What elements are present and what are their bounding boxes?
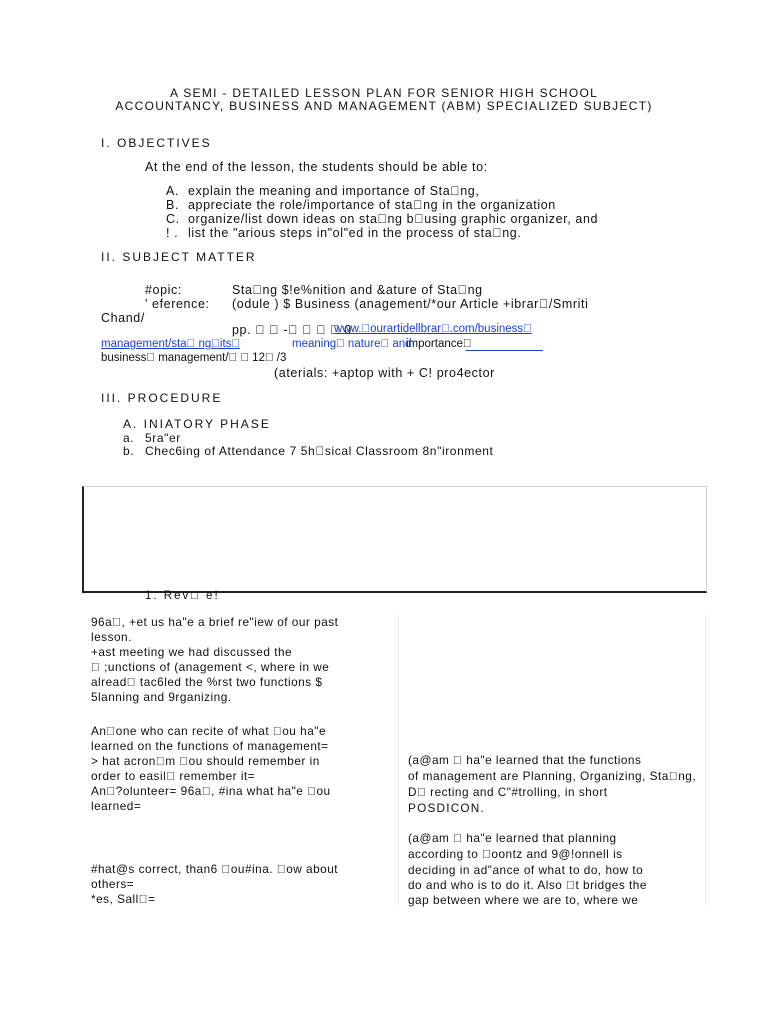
teacher-line: learned= — [91, 799, 142, 813]
student-line: D  recting and C"#trolling, in short — [408, 785, 608, 799]
objective-c: organize/list down ideas on sta ng b using graphic organizer, and — [188, 212, 599, 226]
reference-link-part-1[interactable]: www. ourartidellbrar .com/business  — [334, 323, 532, 335]
step-marker-b: b. — [123, 444, 135, 458]
teacher-line:   ;unctions of (anagement <, where in we — [91, 660, 330, 674]
student-line: (a@am   ha"e learned that the functions — [408, 753, 642, 767]
objective-d: list the "arious steps in"ol"ed in the process of sta ng. — [188, 226, 522, 240]
reference-label: ' eference: — [145, 297, 210, 311]
teacher-line: 5lanning and 9rganizing. — [91, 690, 232, 704]
teacher-line: learned on the functions of management= — [91, 739, 329, 753]
teacher-activity-column — [82, 612, 399, 908]
objective-marker-b: B. — [166, 198, 180, 212]
title-line-1: A SEMI - DETAILED LESSON PLAN FOR SENIOR HIGH SCHOOL — [169, 86, 599, 100]
objective-b: appreciate the role/importance of sta ng in the organization — [188, 198, 556, 212]
student-line: (a@am   ha"e learned that planning — [408, 831, 617, 845]
objectives-intro: At the end of the lesson, the students should be able to: — [145, 160, 488, 174]
reference-value: (odule ) $ Business (anagement/*our Article +ibrar /Smriti — [232, 297, 589, 311]
iniatory-phase-heading: A. INIATORY PHASE — [123, 417, 271, 431]
materials: (aterials: +aptop with + C! pro4ector — [274, 366, 495, 380]
teacher-line: An one who can recite of what  ou ha"e — [91, 724, 327, 738]
teacher-line: lesson. — [91, 630, 132, 644]
objective-marker-a: A. — [166, 184, 180, 198]
teacher-line: An ?olunteer= 96a , #ina what ha"e  ou — [91, 784, 331, 798]
title-line-2: ACCOUNTANCY, BUSINESS AND MANAGEMENT (ABM) SPECIALIZED SUBJECT) — [115, 99, 653, 113]
step-prayer: 5ra"er — [145, 431, 181, 445]
teacher-line: *es, Sall = — [91, 892, 156, 906]
student-line: do and who is to do it. Also  t bridges the — [408, 878, 647, 892]
teacher-line: others= — [91, 877, 135, 891]
student-line: of management are Planning, Organizing, Sta ng, — [408, 769, 697, 783]
teacher-line: 96a , +et us ha"e a brief re"iew of our past — [91, 615, 339, 629]
procedure-heading: III. PROCEDURE — [101, 391, 223, 405]
step-marker-a: a. — [123, 431, 135, 445]
topic-value: Sta ng $!e%nition and &ature of Sta ng — [232, 283, 483, 297]
reference-link-part-3[interactable]: meaning  nature  and — [292, 338, 412, 350]
reference-link-part-5: business  management/    12  /3 — [101, 352, 287, 364]
teacher-line: +ast meeting we had discussed the — [91, 645, 293, 659]
objective-marker-d: ! . — [166, 226, 179, 240]
reference-link-part-4[interactable]: importance  — [406, 338, 472, 350]
step-attendance: Chec6ing of Attendance 7 5h sical Classroom 8n"ironment — [145, 444, 494, 458]
blank-table-box — [82, 486, 707, 593]
student-line: according to  oontz and 9@!onnell is — [408, 847, 623, 861]
topic-label: #opic: — [145, 283, 182, 297]
student-line: deciding in ad"ance of what to do, how to — [408, 863, 644, 877]
teacher-line: #hat@s correct, than6  ou#ina.  ow about — [91, 862, 339, 876]
student-line: gap between where we are to, where we — [408, 893, 639, 907]
teacher-line: alread  tac6led the %rst two functions $ — [91, 675, 323, 689]
objective-a: explain the meaning and importance of Sta ng, — [188, 184, 480, 198]
student-line: POSDICON. — [408, 801, 486, 815]
subject-matter-heading: II. SUBJECT MATTER — [101, 250, 257, 264]
teacher-line: > hat acron m  ou should remember in — [91, 754, 320, 768]
objective-marker-c: C. — [166, 212, 180, 226]
review-heading: 1. Rev  e! — [145, 590, 220, 602]
teacher-line: order to easil  remember it= — [91, 769, 256, 783]
reference-pages: pp.     -        0 — [232, 323, 352, 337]
link-underline — [466, 350, 543, 351]
reference-link-part-2[interactable]: management/sta  ng its  — [101, 338, 241, 350]
reference-continued: Chand/ — [101, 311, 145, 325]
objectives-heading: I. OBJECTIVES — [101, 136, 212, 150]
student-activity-column — [401, 612, 706, 908]
